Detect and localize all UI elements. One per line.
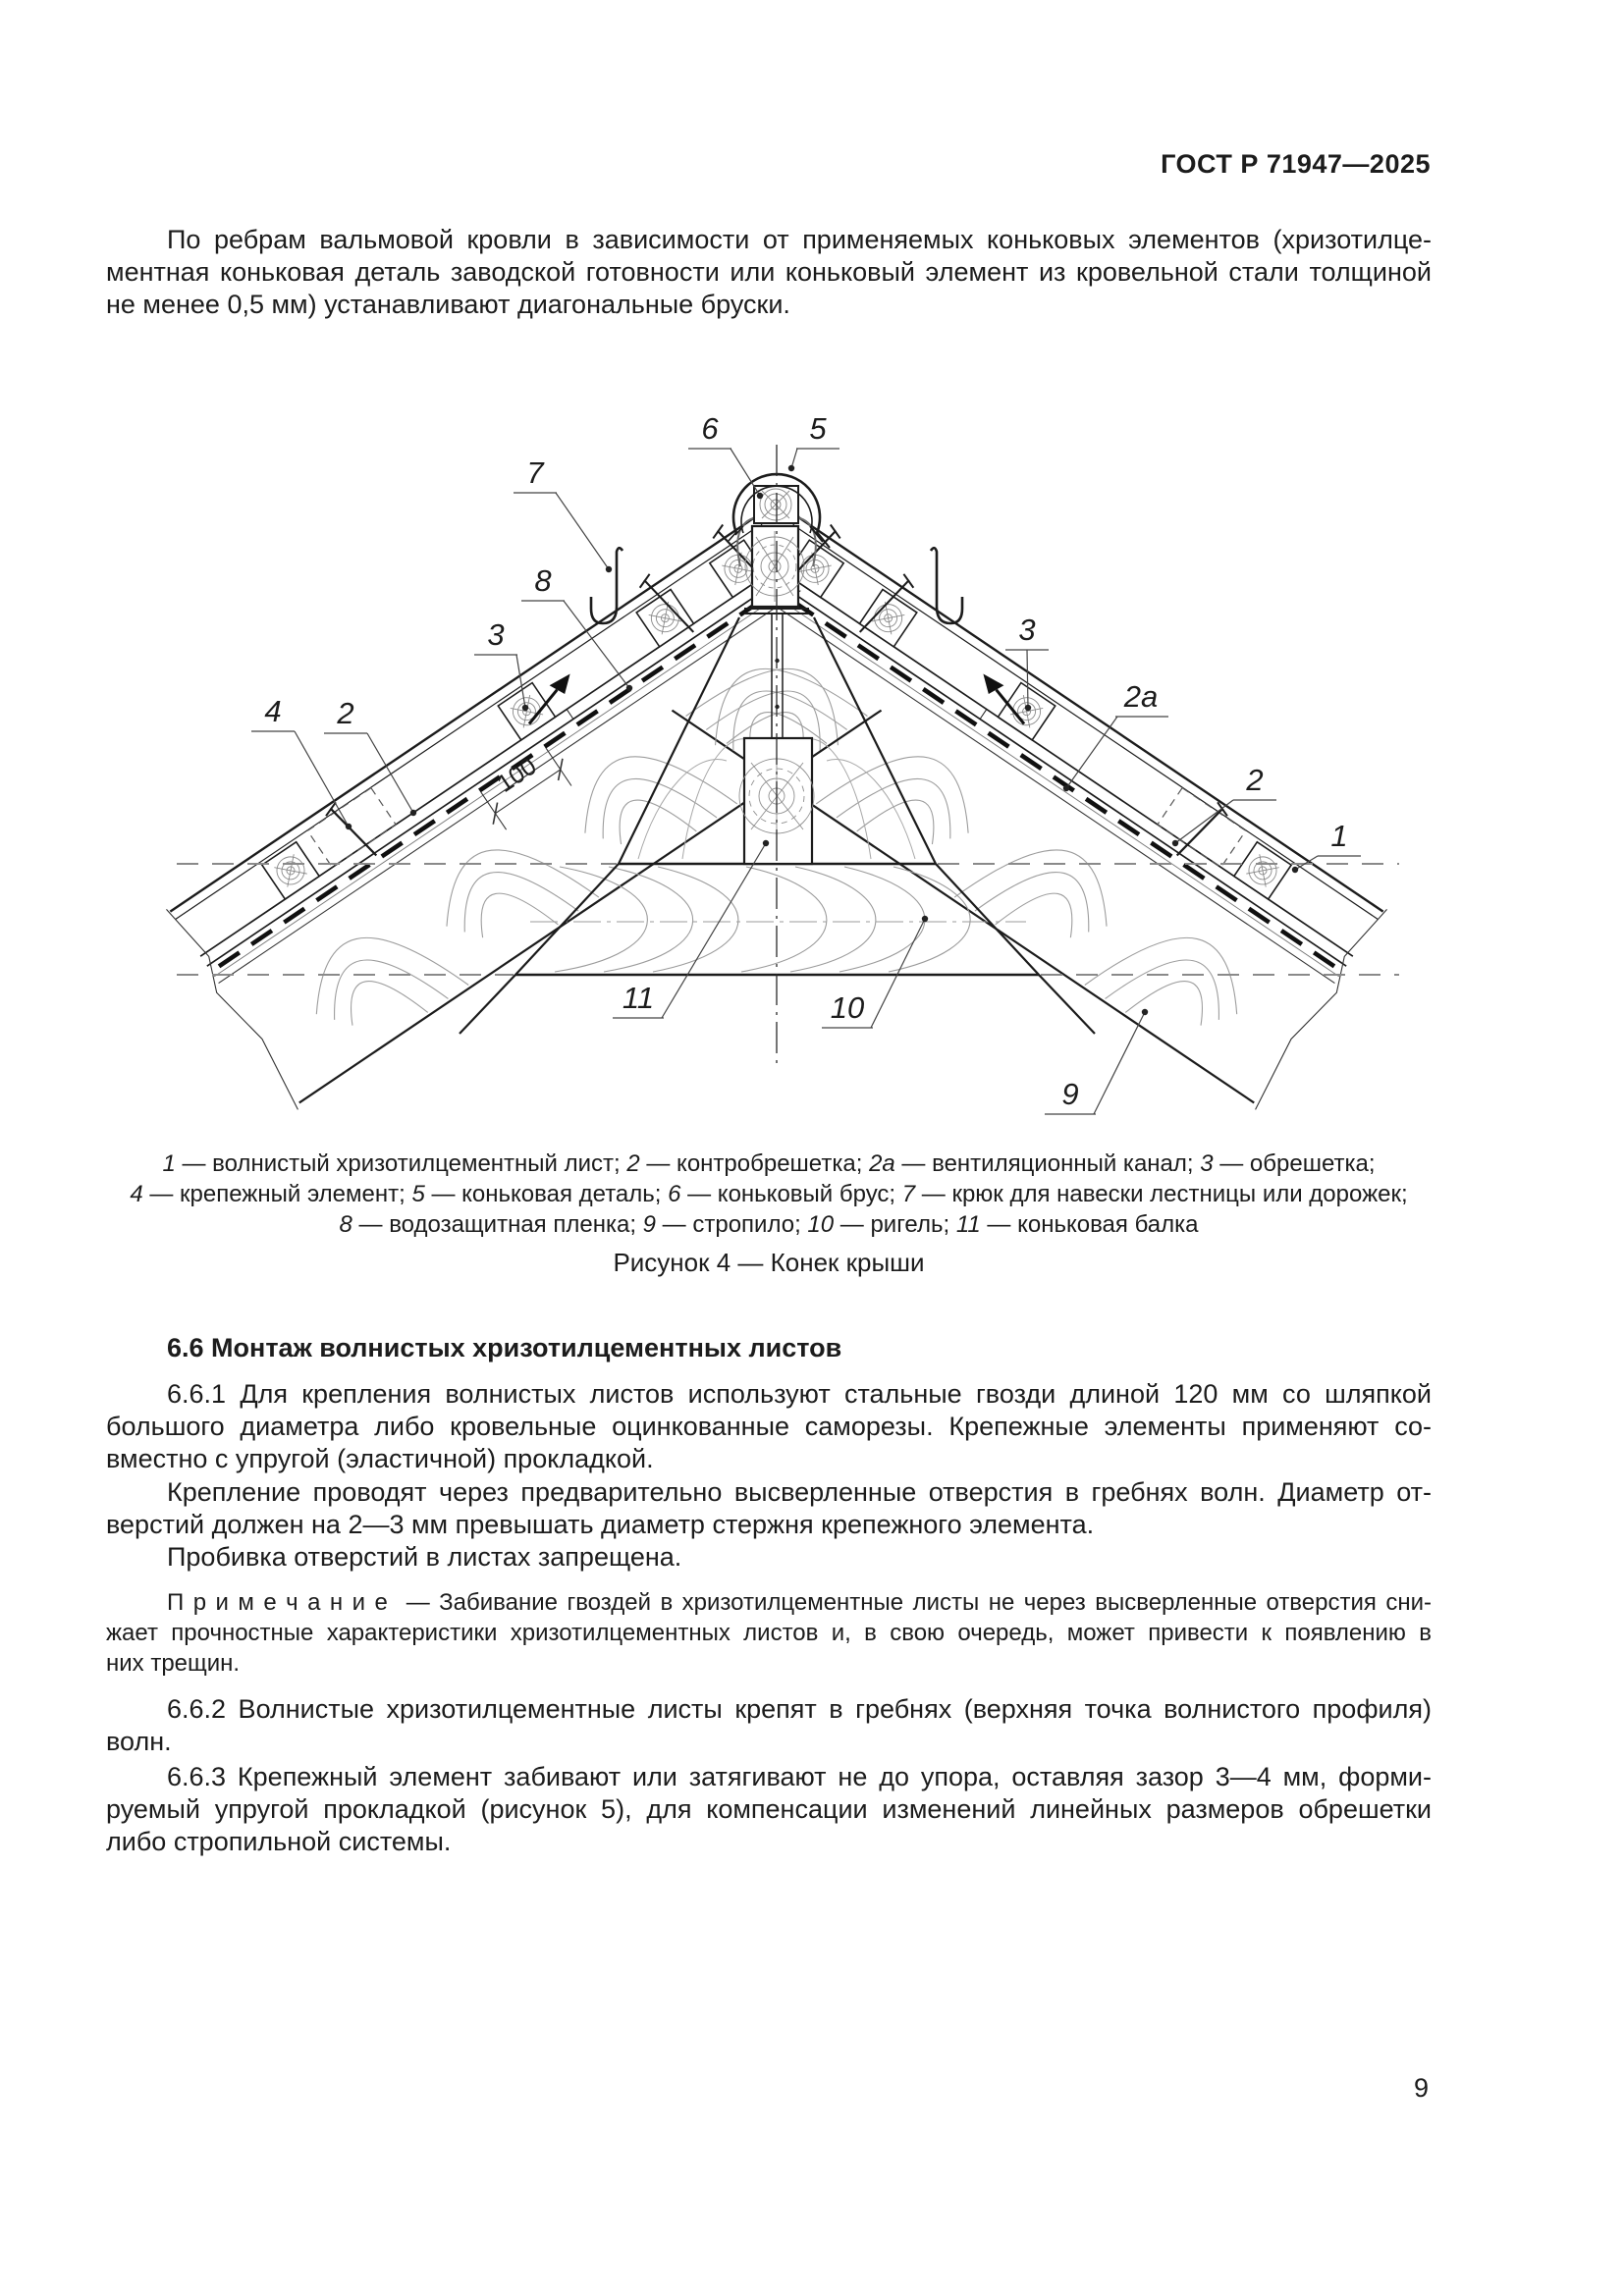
- text-line: ментная коньковая деталь заводской готовности или коньковый элемент из кровельной стали толщиной: [106, 257, 1432, 287]
- text-line: 6.6.1 Для крепления волнистых листов используют стальные гвозди длиной 120 мм со шляпкой: [167, 1379, 1432, 1409]
- text-line: 6.6.3 Крепежный элемент забивают или затягивают не до упора, оставляя зазор 3—4 мм, форми-: [167, 1762, 1432, 1791]
- collar-beam-band: [177, 864, 1399, 975]
- roof-ridge-drawing: [147, 407, 1434, 1139]
- text-line: П р и м е ч а н и е — Забивание гвоздей в хризотилцементные листы не через высверленные отверстия сни-: [167, 1589, 1432, 1616]
- caption-key: 4: [130, 1181, 143, 1207]
- figure-4-roof-ridge-diagram: [147, 407, 1434, 1139]
- label-2a: 2а: [1123, 679, 1159, 714]
- caption-key: 10: [807, 1211, 835, 1238]
- label-7: 7: [526, 455, 544, 490]
- section-heading-6-6: 6.6 Монтаж волнистых хризотилцементных листов: [167, 1333, 842, 1362]
- text-line: верстий должен на 2—3 мм превышать диаметр стержня крепежного элемента.: [106, 1510, 1095, 1539]
- label-1: 1: [1330, 819, 1348, 853]
- dimension-100-value: 100: [492, 752, 542, 798]
- caption-text: — коньковая балка: [980, 1211, 1199, 1238]
- label-10: 10: [830, 990, 865, 1025]
- text-line: Крепление проводят через предварительно высверленные отверстия в гребнях волн. Диаметр от-: [167, 1477, 1432, 1507]
- label-2-right: 2: [1246, 763, 1264, 797]
- caption-text: — коньковый брус;: [680, 1181, 902, 1207]
- text-line: Пробивка отверстий в листах запрещена.: [167, 1542, 682, 1572]
- paragraph-6-6-3: [106, 1761, 1432, 1858]
- label-9: 9: [1061, 1077, 1079, 1111]
- caption-key: 1: [162, 1150, 176, 1177]
- ladder-hook-left: [591, 548, 623, 623]
- caption-text: — ригель;: [834, 1211, 956, 1238]
- caption-key: 11: [955, 1211, 981, 1238]
- paragraph-punching-forbidden: [106, 1541, 1432, 1574]
- label-5: 5: [809, 411, 827, 446]
- caption-text: — крюк для навески лестницы или дорожек;: [915, 1181, 1408, 1207]
- page-number: 9: [1413, 2073, 1429, 2103]
- text-line: По ребрам вальмовой кровли в зависимости от применяемых коньковых элементов (хризотилце-: [167, 225, 1432, 254]
- label-8: 8: [534, 563, 552, 598]
- caption-text: — контробрешетка;: [639, 1150, 870, 1177]
- text-line: них трещин.: [106, 1650, 241, 1677]
- text-line: руемый упругой прокладкой (рисунок 5), для компенсации изменений линейных размеров обрешетки: [106, 1794, 1432, 1824]
- caption-key: 9: [642, 1211, 657, 1238]
- figure-caption: [106, 1148, 1432, 1240]
- caption-key: 7: [901, 1181, 916, 1207]
- caption-key: 3: [1200, 1150, 1214, 1177]
- text-line: либо стропильной системы.: [106, 1827, 452, 1856]
- caption-text: — стропило;: [656, 1211, 808, 1238]
- caption-key: 5: [411, 1181, 425, 1207]
- paragraph-6-6-2: [106, 1693, 1432, 1758]
- paragraph-6-6-1: [106, 1378, 1432, 1475]
- label-6: 6: [701, 411, 719, 446]
- caption-line: [106, 1148, 1432, 1179]
- paragraph-fastening: [106, 1476, 1432, 1541]
- text-line: не менее 0,5 мм) устанавливают диагональные бруски.: [106, 290, 790, 319]
- label-3-right: 3: [1018, 613, 1036, 647]
- caption-key: 6: [668, 1181, 681, 1207]
- text-line: волн.: [106, 1727, 172, 1756]
- ladder-hook-right: [931, 548, 962, 623]
- caption-text: — вентиляционный канал;: [894, 1150, 1201, 1177]
- caption-text: — волнистый хризотилцементный лист;: [175, 1150, 627, 1177]
- text-line: вместно с упругой (эластичной) прокладкой.: [106, 1444, 654, 1473]
- caption-text: — водозащитная пленка;: [352, 1211, 643, 1238]
- caption-key: 2а: [869, 1150, 895, 1177]
- label-3-left: 3: [487, 617, 505, 652]
- figure-title: Рисунок 4 — Конек крыши: [613, 1248, 925, 1277]
- doc-code-header: ГОСТ Р 71947—2025: [1161, 149, 1431, 179]
- note-block: [106, 1587, 1432, 1679]
- text-line: жает прочностные характеристики хризотилцементных листов и, в свою очередь, может привести к появлению в: [106, 1620, 1432, 1646]
- caption-text: — обрешетка;: [1213, 1150, 1376, 1177]
- text-line: 6.6.2 Волнистые хризотилцементные листы крепят в гребнях (верхняя точка волнистого профиля): [167, 1694, 1432, 1724]
- intro-paragraph: [106, 224, 1432, 321]
- label-2-left: 2: [337, 696, 354, 730]
- caption-key: 2: [626, 1150, 640, 1177]
- caption-key: 8: [339, 1211, 352, 1238]
- caption-text: — коньковая деталь;: [424, 1181, 669, 1207]
- caption-text: — крепежный элемент;: [142, 1181, 412, 1207]
- label-11: 11: [622, 981, 655, 1015]
- label-4: 4: [264, 694, 282, 728]
- caption-line: [106, 1179, 1432, 1209]
- caption-line: [106, 1209, 1432, 1240]
- text-line: большого диаметра либо кровельные оцинкованные саморезы. Крепежные элементы применяют со-: [106, 1412, 1432, 1441]
